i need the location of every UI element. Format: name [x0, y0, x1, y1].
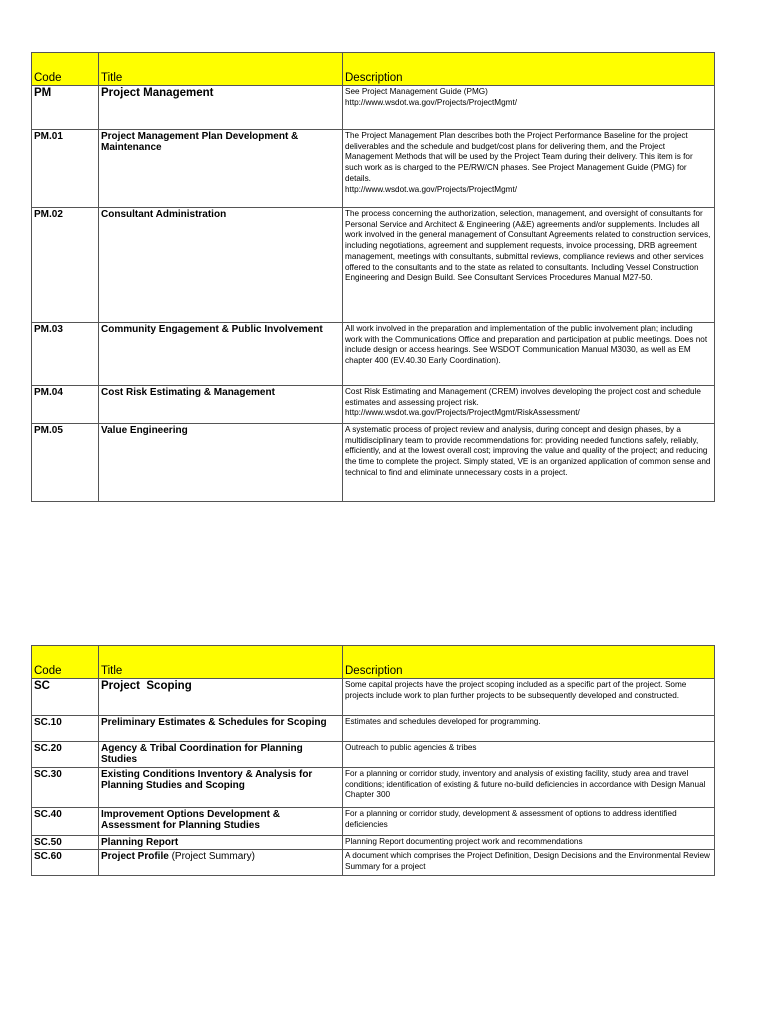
row-code: SC.40: [32, 808, 99, 836]
table-row: [32, 86, 715, 130]
row-description: [343, 850, 715, 876]
row-title: Community Engagement & Public Involvement: [99, 323, 343, 386]
row-description: [343, 130, 715, 208]
description-text: For a planning or corridor study, development & assessment of options to address identified deficiencies: [345, 809, 677, 829]
table-row: [32, 850, 715, 876]
table-row: [32, 130, 715, 208]
column-header-title: Title: [99, 646, 343, 679]
table-row: [32, 716, 715, 742]
row-code: SC: [32, 679, 99, 716]
row-code: PM: [32, 86, 99, 130]
row-code: PM.02: [32, 208, 99, 323]
description-text: Estimates and schedules developed for programming.: [345, 717, 541, 726]
table-row: [32, 424, 715, 502]
row-code: SC.10: [32, 716, 99, 742]
description-text: The process concerning the authorization, selection, management, and oversight of consultants for Personal Service and Architect & Engineering (A&E) agreements and/or supplements. Includes all work involved in the general management of Consultant Agreements related to construction services, including negotiations, agreement and supplement requests, invoice processing, DRB agreement management, meetings with consultants, submittal reviews, compliance reviews and other services offered to the consultants and to the state as related to consultants. Including Vessel Construction Engineering and Design Build. See Consultant Services Procedures Manual M27-50.: [345, 209, 711, 283]
row-description: [343, 679, 715, 716]
description-text: All work involved in the preparation and implementation of the public involvement plan; including work with the Communications Office and preparation and participation at public meetings. Does not include design or access hearings. See WSDOT Communication Manual M3030, as well as EM chapter 400 (EV.40.30 Early Coordination).: [345, 324, 708, 366]
row-title: Project Management: [99, 86, 343, 130]
row-description: [343, 768, 715, 808]
table-row: [32, 679, 715, 716]
table-row: [32, 742, 715, 768]
column-header-title: Title: [99, 53, 343, 86]
description-text: Outreach to public agencies & tribes: [345, 743, 477, 752]
row-code: SC.60: [32, 850, 99, 876]
row-title: Project Scoping: [99, 679, 343, 716]
table-row: [32, 208, 715, 323]
row-title: Value Engineering: [99, 424, 343, 502]
row-description: [343, 742, 715, 768]
row-title: [99, 850, 343, 876]
row-title-main: Project Profile: [101, 851, 169, 862]
description-text: The Project Management Plan describes both the Project Performance Baseline for the project deliverables and the schedule and budget/cost plans for delivering them, and the Project Management Methods that will be used by the Project Team during their delivery. This item is for such work as is charged to the PE/RW/CN phases. See Project Management Guide (PMG) for details. http://www.wsdot.wa.gov/Projects/ProjectMgmt/: [345, 131, 693, 194]
table-row: [32, 768, 715, 808]
row-title: Project Management Plan Development & Maintenance: [99, 130, 343, 208]
row-code: SC.50: [32, 836, 99, 850]
description-text: A document which comprises the Project Definition, Design Decisions and the Environmental Review Summary for a project: [345, 851, 710, 871]
row-title: Planning Report: [99, 836, 343, 850]
row-description: [343, 208, 715, 323]
description-text: Cost Risk Estimating and Management (CREM) involves developing the project cost and schedule estimates and assessing project risk. http://www.wsdot.wa.gov/Projects/ProjectMgmt/RiskAssessment/: [345, 387, 701, 418]
row-description: [343, 424, 715, 502]
table-row: [32, 836, 715, 850]
row-title: Preliminary Estimates & Schedules for Scoping: [99, 716, 343, 742]
description-text: A systematic process of project review and analysis, during concept and design phases, by a multidisciplinary team to provide recommendations for: providing needed functions safely, reliably, efficiently, and at the lowest overall cost; improving the value and quality of the project; and reducing the time to complete the project. Simply stated, VE is an organized application of common sense and technical to find and eliminate unnecessary costs in a project.: [345, 425, 711, 477]
row-title-suffix: (Project Summary): [168, 851, 255, 862]
description-text: Planning Report documenting project work and recommendations: [345, 837, 583, 846]
row-title: Existing Conditions Inventory & Analysis for Planning Studies and Scoping: [99, 768, 343, 808]
row-description: [343, 86, 715, 130]
row-description: [343, 716, 715, 742]
table-row: [32, 386, 715, 424]
column-header-description: Description: [343, 646, 715, 679]
column-header-description: Description: [343, 53, 715, 86]
row-description: [343, 836, 715, 850]
description-text: For a planning or corridor study, inventory and analysis of existing facility, study area and travel conditions; identification of existing & future no-build deficiencies in accordance with Design Manual Chapter 300: [345, 769, 706, 800]
project-management-table: [31, 52, 715, 502]
description-text: See Project Management Guide (PMG) http://www.wsdot.wa.gov/Projects/ProjectMgmt/: [345, 87, 517, 107]
row-title: Cost Risk Estimating & Management: [99, 386, 343, 424]
table-header-row: [32, 646, 715, 679]
row-code: PM.04: [32, 386, 99, 424]
table-row: [32, 808, 715, 836]
row-description: [343, 808, 715, 836]
row-code: SC.30: [32, 768, 99, 808]
row-code: SC.20: [32, 742, 99, 768]
column-header-code: Code: [32, 646, 99, 679]
row-code: PM.05: [32, 424, 99, 502]
column-header-code: Code: [32, 53, 99, 86]
row-title: Consultant Administration: [99, 208, 343, 323]
row-title: Agency & Tribal Coordination for Planning Studies: [99, 742, 343, 768]
row-code: PM.03: [32, 323, 99, 386]
table-header-row: [32, 53, 715, 86]
scoping-table: [31, 645, 715, 876]
row-description: [343, 323, 715, 386]
row-description: [343, 386, 715, 424]
description-text: Some capital projects have the project scoping included as a specific part of the project. Some projects include work to plan further projects to be subsequently developed and constructed.: [345, 680, 687, 700]
row-code: PM.01: [32, 130, 99, 208]
row-title: Improvement Options Development & Assessment for Planning Studies: [99, 808, 343, 836]
table-row: [32, 323, 715, 386]
